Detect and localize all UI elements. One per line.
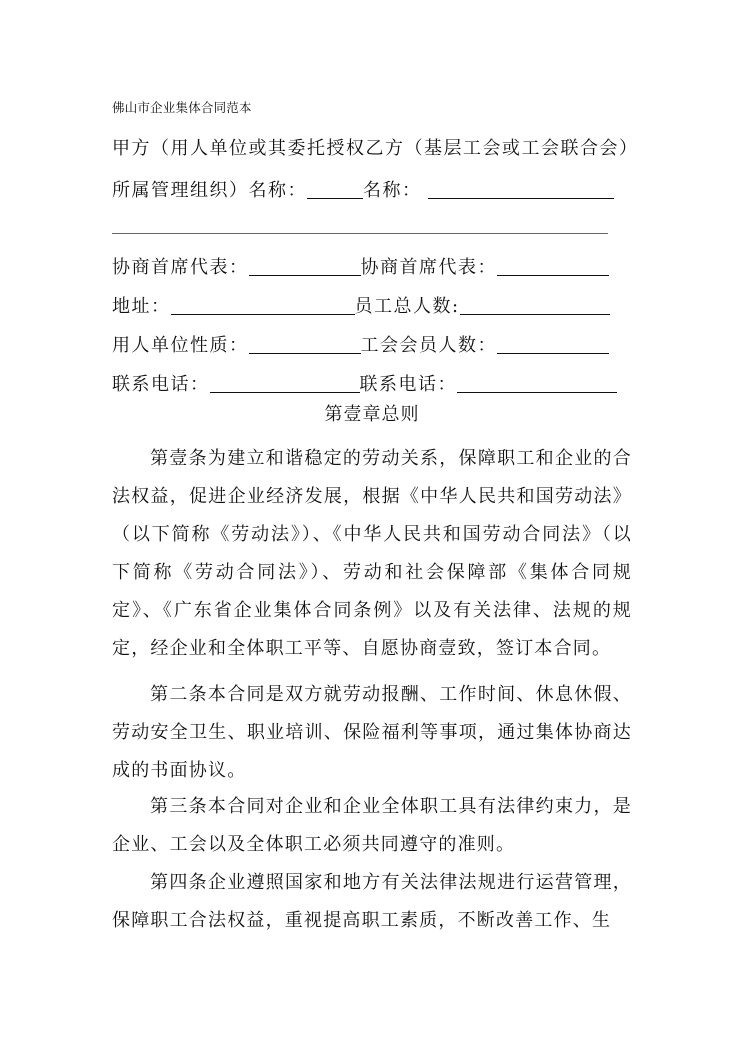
document-header: 佛山市企业集体合同范本 [112,100,252,115]
article-2 [112,676,632,790]
union-members-blank[interactable] [497,335,609,354]
phone-right-blank[interactable] [457,374,617,393]
address-row [112,292,610,318]
article-4-text: 第四条企业遵照国家和地方有关法律法规进行运营管理，保障职工合法权益，重视提高职工素质，不断改善工作、生 [112,872,632,931]
party-b-name-label: 名称： [363,180,422,201]
party-a-name-blank[interactable] [307,180,363,199]
article-3-text: 第三条本合同对企业和企业全体职工具有法律约束力，是企业、工会以及全体职工必须共同遵守的准则。 [112,796,632,855]
article-3 [112,788,632,864]
staff-total-label: 员工总人数: [354,296,460,317]
parties-line-2 [112,176,614,202]
staff-total-blank[interactable] [460,296,610,315]
rep-right-blank[interactable] [497,257,609,276]
phone-left-blank[interactable] [210,374,360,393]
address-label: 地址： [112,296,171,317]
address-blank[interactable] [171,296,355,315]
rep-left-label: 协商首席代表： [112,257,249,278]
article-2-text: 第二条本合同是双方就劳动报酬、工作时间、休息休假、劳动安全卫生、职业培训、保险福利等事项，通过集体协商达成的书面协议。 [112,684,632,781]
article-1-text: 第壹条为建立和谐稳定的劳动关系，保障职工和企业的合法权益，促进企业经济发展，根据《中华人民共和国劳动法》（以下简称《劳动法》）、《中华人民共和国劳动合同法》（以下简称《劳动合同法》）、劳动和社会保障部《集体合同规定》、《广东省企业集体合同条例》以及有关法律、法规的规定，经企业和全体职工平等、自愿协商壹致，签订本合同。 [112,448,632,659]
nature-row [112,331,609,357]
rep-left-blank[interactable] [249,257,361,276]
representative-row [112,253,609,279]
article-1 [112,440,632,668]
parties-line-1: 甲方（用人单位或其委托授权乙方（基层工会或工会联合会） [112,138,639,159]
party-a-name-label: 所属管理组织）名称： [112,180,307,201]
nature-label: 用人单位性质： [112,335,249,356]
nature-blank[interactable] [249,335,361,354]
phone-row [112,370,617,396]
union-members-label: 工会会员人数： [360,335,497,356]
divider-line [112,233,608,234]
rep-right-label: 协商首席代表： [360,257,497,278]
article-4 [112,864,632,940]
phone-left-label: 联系电话： [112,374,210,395]
party-b-name-blank[interactable] [428,180,614,199]
chapter-title: 第壹章总则 [324,404,420,425]
phone-right-label: 联系电话： [359,374,457,395]
